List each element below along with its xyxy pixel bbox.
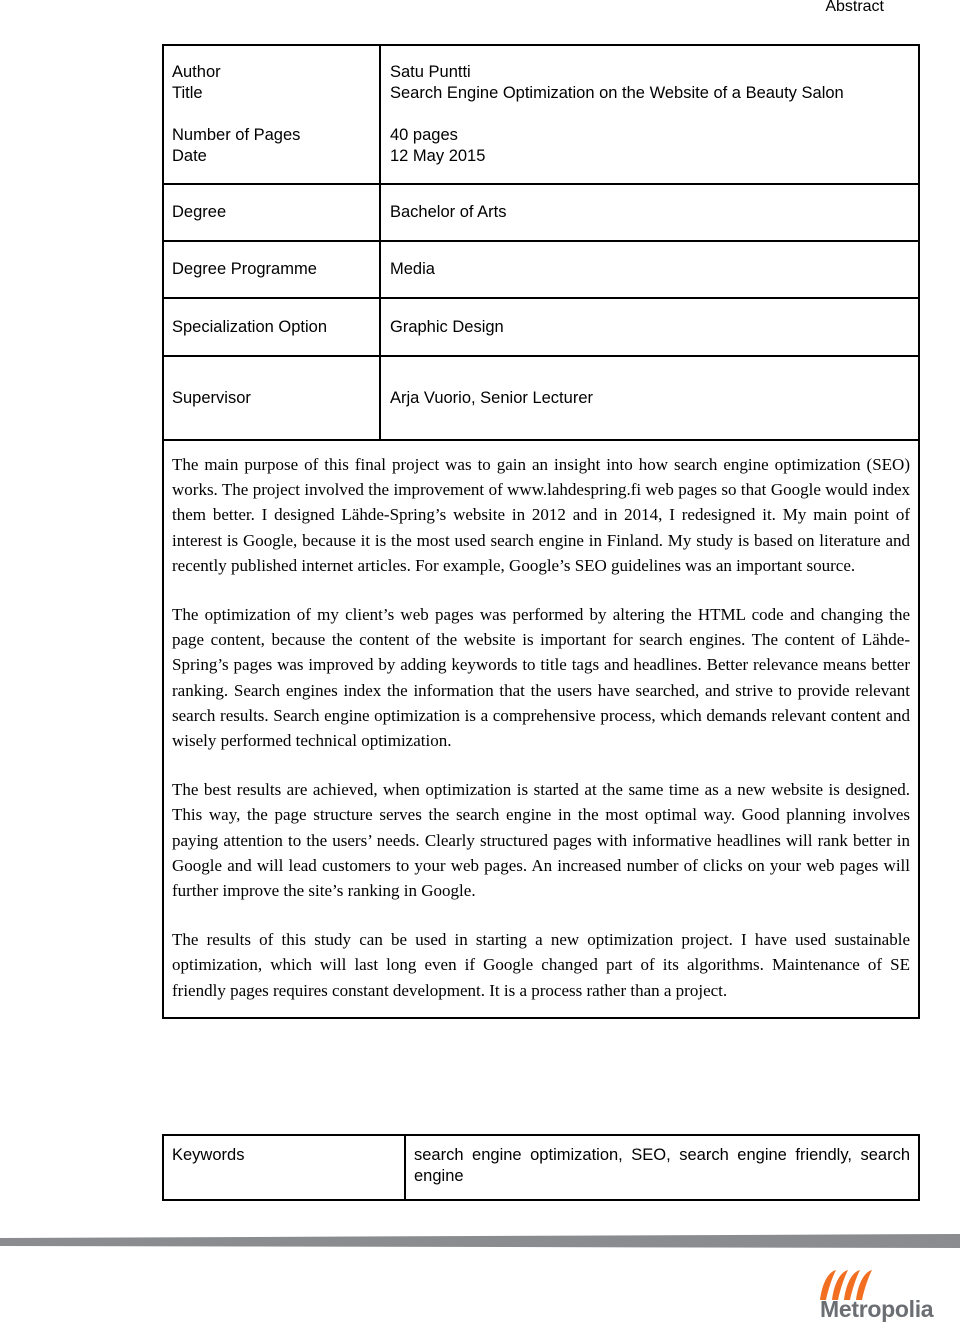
pages-value: 40 pages <box>390 126 458 144</box>
keywords-row <box>163 1135 919 1200</box>
abstract-paragraph: The main purpose of this final project was to gain an insight into how search engine optimization (SEO) works. The project involved the improvement of www.lahdespring.fi web pages so that Google would index them better. I designed Lähde-Spring’s website in 2012 and in 2014, I redesigned it. My main point of interest is Google, because it is the most used search engine in Finland. My study is based on literature and recently published internet articles. For example, Google’s SEO guidelines was an important source. <box>172 455 910 575</box>
programme-value: Media <box>380 241 919 298</box>
abstract-paragraph: The best results are achieved, when optimization is started at the same time as a new website is designed. This way, the page structure serves the search engine in the most optimal way. Good planning involves paying attention to the users’ needs. Clearly structured pages with informative headlines will rank better in Google and will lead customers to your web pages. An increased number of clicks on your web pages will further improve the site’s ranking in Google. <box>172 780 910 901</box>
degree-row <box>163 184 919 241</box>
page-header-label: Abstract <box>825 0 884 15</box>
footer-bar <box>0 1234 960 1250</box>
keywords-table <box>162 1134 920 1201</box>
footer-bar-shape <box>0 1234 960 1248</box>
logo-text: Metropolia <box>820 1296 934 1322</box>
keywords-value: search engine optimization, SEO, search engine friendly, search engine <box>405 1135 919 1200</box>
specialization-row <box>163 298 919 356</box>
abstract-body <box>163 440 919 1018</box>
supervisor-label: Supervisor <box>163 356 380 440</box>
abstract-paragraph: The results of this study can be used in starting a new optimization project. I have used sustainable optimization, which will last long even if Google changed part of its algorithms. Maintenance of SE friendly pages requires constant development. It is a process rather than a project. <box>172 930 910 1000</box>
specialization-value: Graphic Design <box>380 298 919 356</box>
title-value: Search Engine Optimization on the Website of a Beauty Salon <box>390 84 844 102</box>
pages-label: Number of Pages <box>172 126 301 144</box>
date-value: 12 May 2015 <box>390 147 486 165</box>
author-title-row <box>163 45 919 184</box>
abstract-row <box>163 440 919 1018</box>
keywords-label: Keywords <box>163 1135 405 1200</box>
supervisor-row <box>163 356 919 440</box>
author-value: Satu Puntti <box>390 63 471 81</box>
abstract-paragraph: The optimization of my client’s web pages was performed by altering the HTML code and changing the page content, because the content of the website is important for search engines. The content of Lähde-Spring’s pages was improved by adding keywords to title tags and headlines. Better relevance means better ranking. Search engines index the information that the users have searched, and strive to provide relevant search results. Search engine optimization is a comprehensive process, which demands relevant content and wisely performed technical optimization. <box>172 605 910 751</box>
programme-label: Degree Programme <box>163 241 380 298</box>
author-label: Author <box>172 63 221 81</box>
title-label: Title <box>172 84 203 102</box>
specialization-label: Specialization Option <box>163 298 380 356</box>
degree-value: Bachelor of Arts <box>380 184 919 241</box>
author-title-values <box>380 45 919 184</box>
programme-row <box>163 241 919 298</box>
date-label: Date <box>172 147 207 165</box>
degree-label: Degree <box>163 184 380 241</box>
thesis-info-table <box>162 44 920 1019</box>
supervisor-value: Arja Vuorio, Senior Lecturer <box>380 356 919 440</box>
author-title-labels <box>163 45 380 184</box>
